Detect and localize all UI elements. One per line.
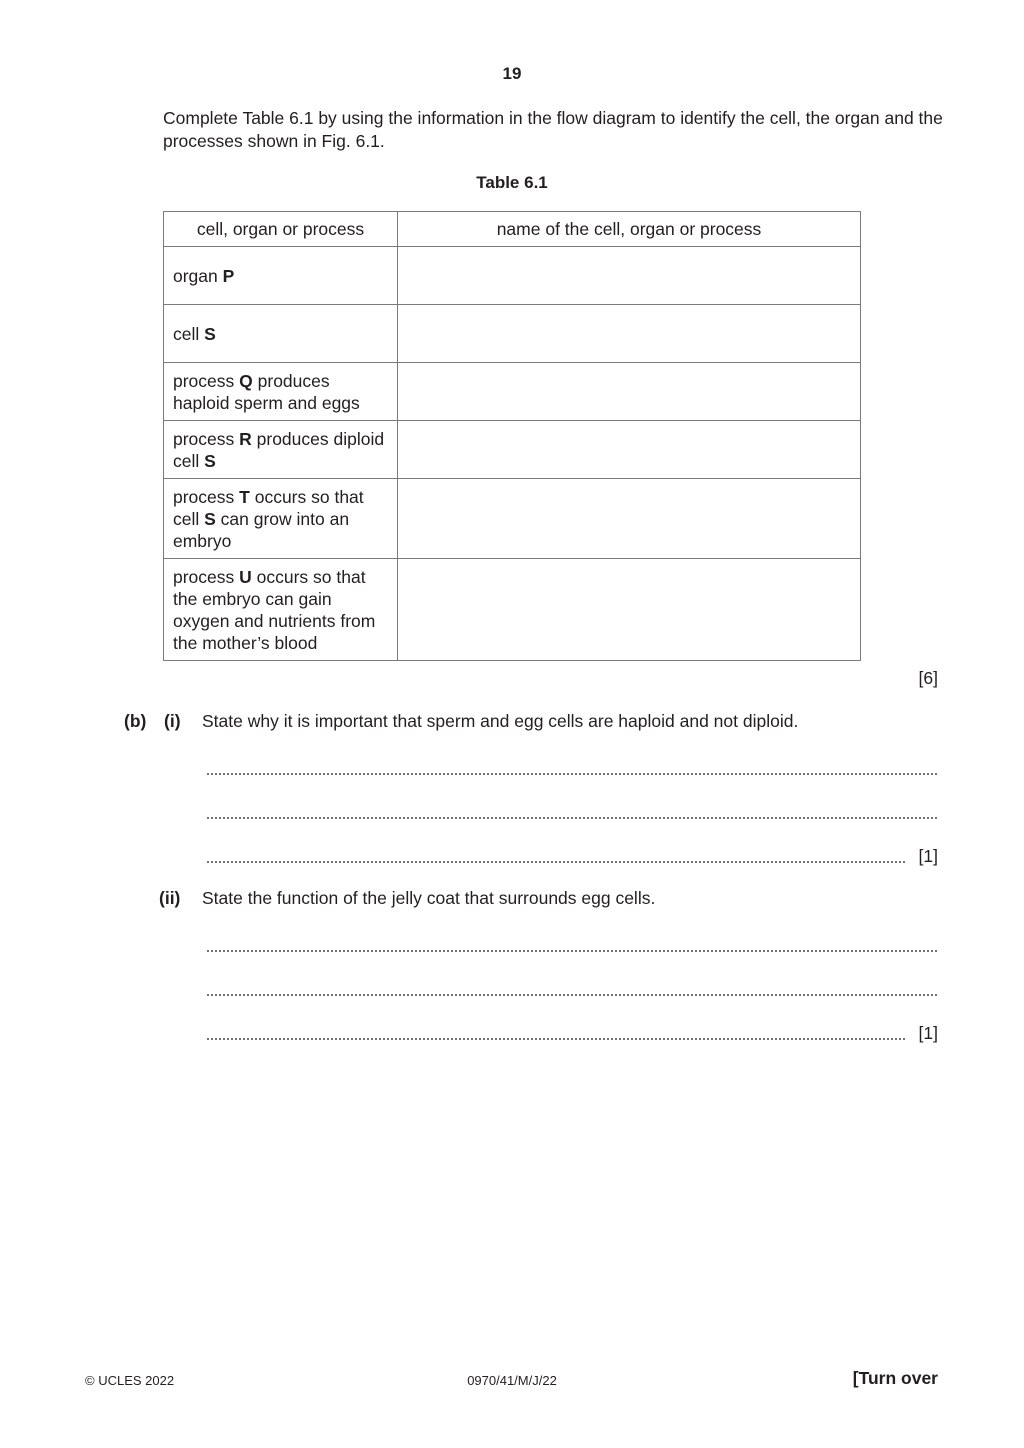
answer-table bbox=[163, 211, 861, 661]
table-row bbox=[164, 363, 861, 421]
row-label: cell S bbox=[164, 305, 398, 363]
footer-copyright: © UCLES 2022 bbox=[85, 1373, 175, 1388]
column-header-item: cell, organ or process bbox=[164, 212, 398, 247]
turn-over-label: [Turn over bbox=[852, 1368, 938, 1388]
table-row bbox=[164, 305, 861, 363]
answer-cell-organ-p[interactable] bbox=[398, 247, 861, 305]
marks-b-ii: [1] bbox=[918, 1023, 938, 1043]
question-text-ii: State the function of the jelly coat that surrounds egg cells. bbox=[202, 888, 656, 908]
footer-paper-code: 0970/41/M/J/22 bbox=[467, 1373, 557, 1388]
answer-line[interactable] bbox=[206, 1038, 906, 1040]
table-title: Table 6.1 bbox=[476, 173, 548, 192]
row-label: process R produces diploid cell S bbox=[164, 421, 398, 479]
answer-cell-cell-s[interactable] bbox=[398, 305, 861, 363]
answer-line[interactable] bbox=[206, 861, 906, 863]
question-label-ii: (ii) bbox=[159, 888, 181, 908]
marks-b-i: [1] bbox=[918, 846, 938, 866]
answer-line[interactable] bbox=[206, 773, 938, 775]
row-label: process T occurs so that cell S can grow into an embryo bbox=[164, 479, 398, 559]
table-row bbox=[164, 421, 861, 479]
row-label: organ P bbox=[164, 247, 398, 305]
table-row bbox=[164, 559, 861, 661]
table-header-row bbox=[164, 212, 861, 247]
column-header-name: name of the cell, organ or process bbox=[398, 212, 861, 247]
question-label-b: (b) bbox=[124, 711, 147, 731]
row-label: process U occurs so that the embryo can gain oxygen and nutrients from the mother’s blood bbox=[164, 559, 398, 661]
table-row bbox=[164, 247, 861, 305]
instruction-text: Complete Table 6.1 by using the information in the flow diagram to identify the cell, the organ and the processes shown in Fig. 6.1. bbox=[163, 108, 943, 151]
marks-table: [6] bbox=[918, 668, 938, 688]
answer-cell-process-q[interactable] bbox=[398, 363, 861, 421]
table-row bbox=[164, 479, 861, 559]
row-label: process Q produces haploid sperm and eggs bbox=[164, 363, 398, 421]
answer-cell-process-t[interactable] bbox=[398, 479, 861, 559]
answer-line[interactable] bbox=[206, 817, 938, 819]
answer-line[interactable] bbox=[206, 994, 938, 996]
answer-line[interactable] bbox=[206, 950, 938, 952]
question-text-i: State why it is important that sperm and egg cells are haploid and not diploid. bbox=[202, 711, 799, 731]
question-label-i: (i) bbox=[164, 711, 181, 731]
page-number: 19 bbox=[502, 64, 522, 83]
answer-cell-process-r[interactable] bbox=[398, 421, 861, 479]
answer-cell-process-u[interactable] bbox=[398, 559, 861, 661]
